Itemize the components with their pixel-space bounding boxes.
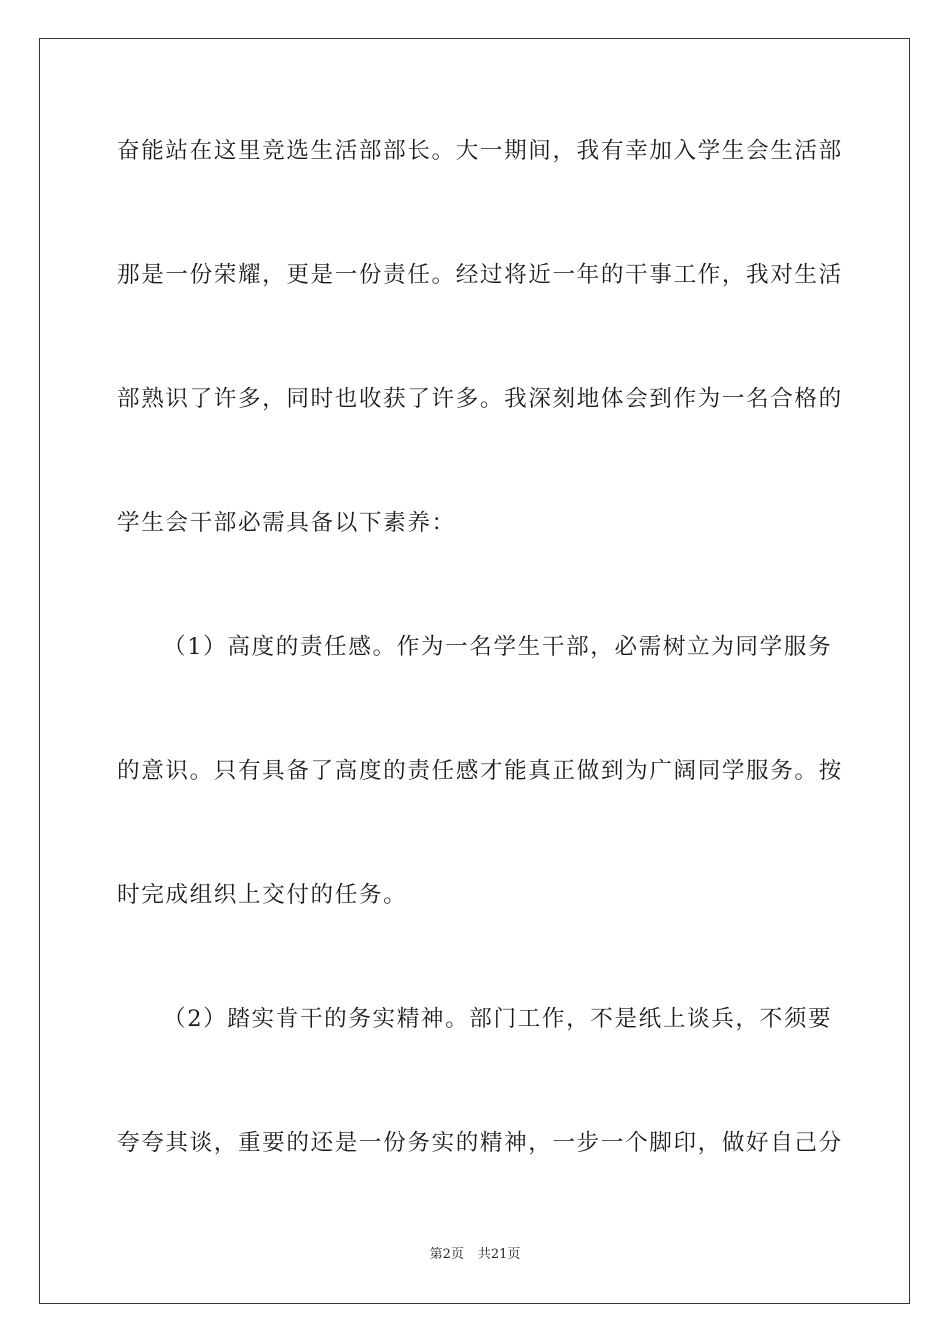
current-page-number: 第2页 bbox=[429, 1247, 464, 1262]
total-pages: 共21页 bbox=[477, 1247, 521, 1262]
body-line-4: 学生会干部必需具备以下素养： bbox=[117, 510, 456, 536]
body-line-9: 夸夸其谈，重要的还是一份务实的精神，一步一个脚印，做好自己分 bbox=[117, 1130, 843, 1156]
body-line-1: 奋能站在这里竞选生活部部长。大一期间，我有幸加入学生会生活部 bbox=[117, 138, 843, 164]
page-border bbox=[39, 38, 910, 1304]
body-line-2: 那是一份荣耀，更是一份责任。经过将近一年的干事工作，我对生活 bbox=[117, 262, 843, 288]
page-footer bbox=[0, 1246, 950, 1264]
body-line-6: 的意识。只有具备了高度的责任感才能真正做到为广阔同学服务。按 bbox=[117, 758, 843, 784]
body-line-5: （1）高度的责任感。作为一名学生干部，必需树立为同学服务 bbox=[163, 634, 833, 660]
body-line-7: 时完成组织上交付的任务。 bbox=[117, 882, 408, 908]
body-line-3: 部熟识了许多，同时也收获了许多。我深刻地体会到作为一名合格的 bbox=[117, 386, 843, 412]
body-line-8: （2）踏实肯干的务实精神。部门工作，不是纸上谈兵，不须要 bbox=[163, 1006, 833, 1032]
